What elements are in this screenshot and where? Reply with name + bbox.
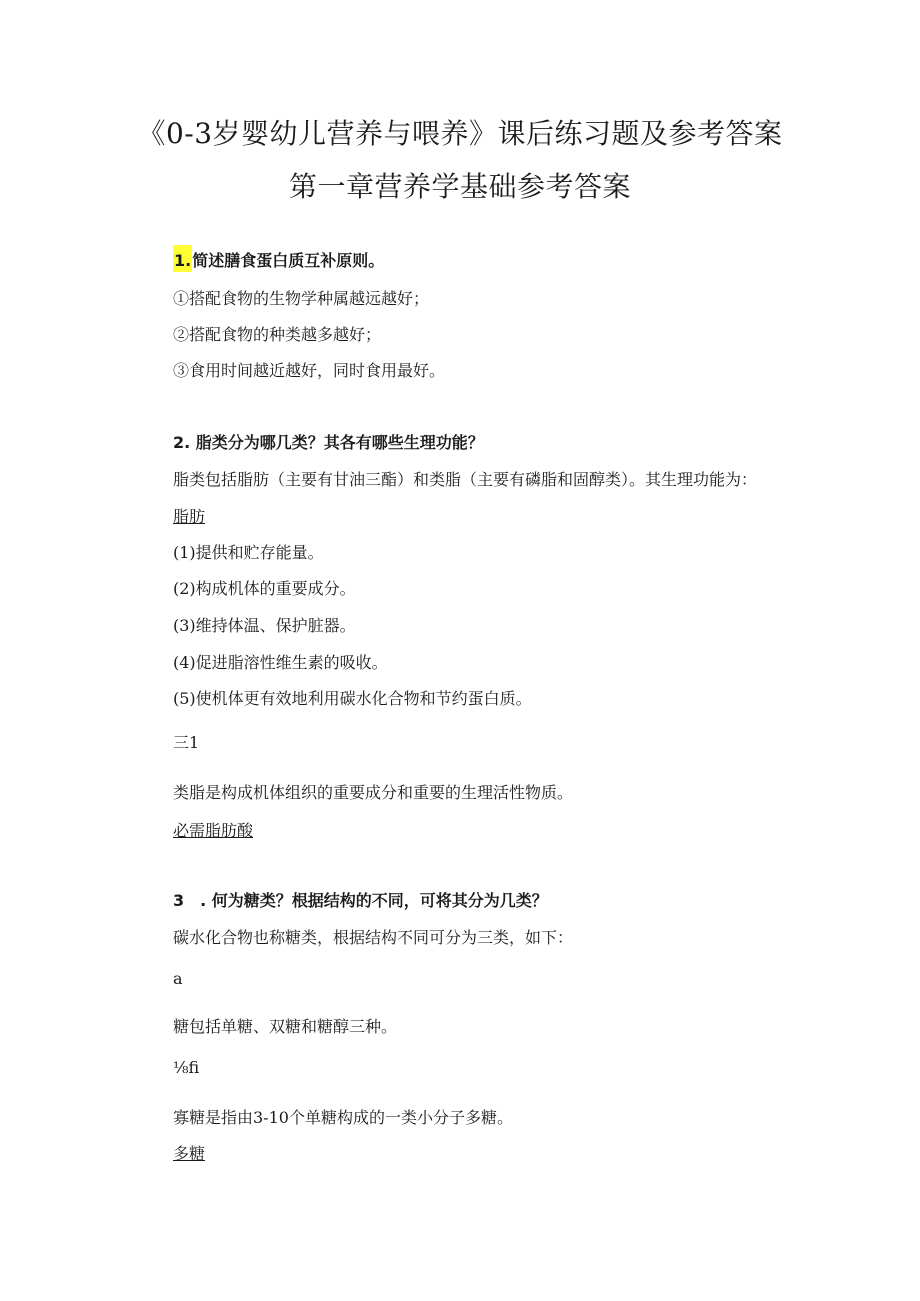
q3-intro: 碳水化合物也称糖类，根据结构不同可分为三类，如下： [173, 928, 574, 947]
question-3: 3 . 何为糖类？根据结构的不同，可将其分为几类？ [173, 891, 548, 910]
q2-intro: 脂类包括脂肪（主要有甘油三酯）和类脂（主要有磷脂和固醇类）。其生理功能为： [173, 470, 758, 489]
fat-item-3: (3)维持体温、保护脏器。 [173, 616, 356, 635]
q1-answer-1: ①搭配食物的生物学种属越远越好； [173, 289, 430, 308]
fat-heading: 脂肪 [173, 507, 206, 526]
oligosaccharide-text: 寡糖是指由3-10个单糖构成的一类小分子多糖。 [173, 1108, 513, 1127]
ocr-artifact-a: a [173, 969, 183, 988]
lipoid-text: 类脂是构成机体组织的重要成分和重要的生理活性物质。 [173, 783, 574, 802]
q1-answer-2: ②搭配食物的种类越多越好； [173, 325, 382, 344]
question-1-text: 简述膳食蛋白质互补原则。 [192, 251, 385, 270]
fat-item-4: (4)促进脂溶性维生素的吸收。 [173, 653, 388, 672]
fat-item-5: (5)使机体更有效地利用碳水化合物和节约蛋白质。 [173, 689, 532, 708]
question-1 [173, 250, 384, 272]
essential-fatty-acid-heading: 必需脂肪酸 [173, 821, 254, 840]
fat-item-1: (1)提供和贮存能量。 [173, 543, 324, 562]
polysaccharide-heading: 多糖 [173, 1144, 206, 1163]
question-1-number: 1. [173, 245, 192, 272]
q1-answer-3: ③食用时间越近越好，同时食用最好。 [173, 361, 446, 380]
sugar-text: 糖包括单糖、双糖和糖醇三种。 [173, 1017, 398, 1036]
fat-item-2: (2)构成机体的重要成分。 [173, 579, 356, 598]
question-2: 2. 脂类分为哪几类？其各有哪些生理功能？ [173, 433, 484, 452]
ocr-artifact-b: ⅛fi [173, 1058, 200, 1077]
chapter-subtitle: 第一章营养学基础参考答案 [288, 170, 631, 203]
document-title: 《0-3岁婴幼儿营养与喂养》课后练习题及参考答案 [137, 117, 783, 150]
ocr-artifact-text: 三1 [173, 733, 200, 752]
